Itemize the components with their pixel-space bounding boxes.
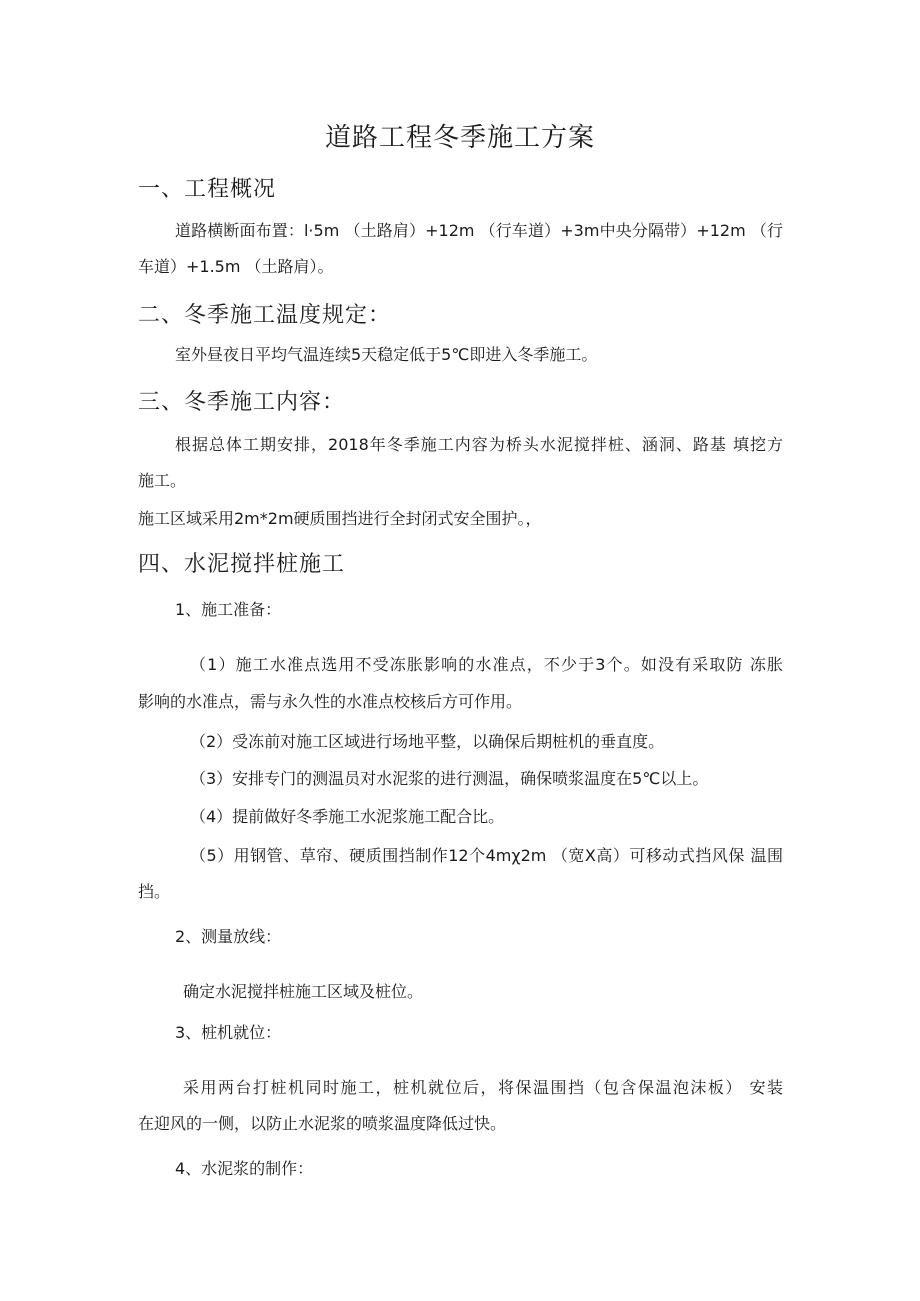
- subsection-heading-pile-machine: 3、桩机就位：: [175, 1023, 282, 1042]
- paragraph-line: （2）受冻前对施工区域进行场地平整，以确保后期桩机的垂直度。: [190, 732, 665, 751]
- paragraph-line: （3）安排专门的测温员对水泥浆的进行测温，确保喷浆温度在5℃以上。: [190, 769, 709, 788]
- section-heading-cement-pile: 四、水泥搅拌桩施工: [138, 552, 346, 577]
- section-heading-temperature: 二、冬季施工温度规定：: [138, 303, 392, 328]
- section-heading-content: 三、冬季施工内容：: [138, 390, 346, 415]
- paragraph-line: 道路横断面布置：l·5m （土路肩）+12m （行车道）+3m中央分隔带）+12m （行: [175, 221, 783, 240]
- section-heading-overview: 一、工程概况: [138, 177, 277, 202]
- subsection-heading-cement-slurry: 4、水泥浆的制作：: [175, 1159, 314, 1178]
- paragraph-line: 采用两台打桩机同时施工，桩机就位后，将保温围挡（包含保温泡沫板） 安装: [183, 1078, 783, 1097]
- paragraph-line: 挡。: [138, 882, 171, 901]
- paragraph-line: （5）用钢管、草帘、硬质围挡制作12个4mχ2m （宽X高）可移动式挡风保 温围: [190, 846, 783, 865]
- paragraph-line: 施工区域采用2m*2m硬质围挡进行全封闭式安全围护。，: [138, 509, 542, 528]
- subsection-heading-preparation: 1、施工准备：: [175, 600, 282, 619]
- paragraph-line: 室外昼夜日平均气温连续5天稳定低于5℃即进入冬季施工。: [175, 345, 598, 364]
- paragraph-line: 车道）+1.5m （土路肩）。: [138, 257, 334, 276]
- paragraph-line: 确定水泥搅拌桩施工区域及桩位。: [183, 982, 424, 1001]
- paragraph-line: （1）施工水准点选用不受冻胀影响的水准点，不少于3个。如没有采取防 冻胀: [190, 655, 783, 674]
- document-title: 道路工程冬季施工方案: [324, 123, 595, 153]
- paragraph-line: 在迎风的一侧，以防止水泥浆的喷浆温度降低过快。: [138, 1114, 507, 1133]
- paragraph-line: （4）提前做好冬季施工水泥浆施工配合比。: [190, 807, 505, 826]
- subsection-heading-survey: 2、测量放线：: [175, 927, 282, 946]
- paragraph-line: 影响的水准点，需与永久性的水准点校核后方可作用。: [138, 692, 523, 711]
- paragraph-line: 施工。: [138, 471, 187, 490]
- paragraph-line: 根据总体工期安排，2018年冬季施工内容为桥头水泥搅拌桩、涵洞、路基 填挖方: [175, 435, 783, 454]
